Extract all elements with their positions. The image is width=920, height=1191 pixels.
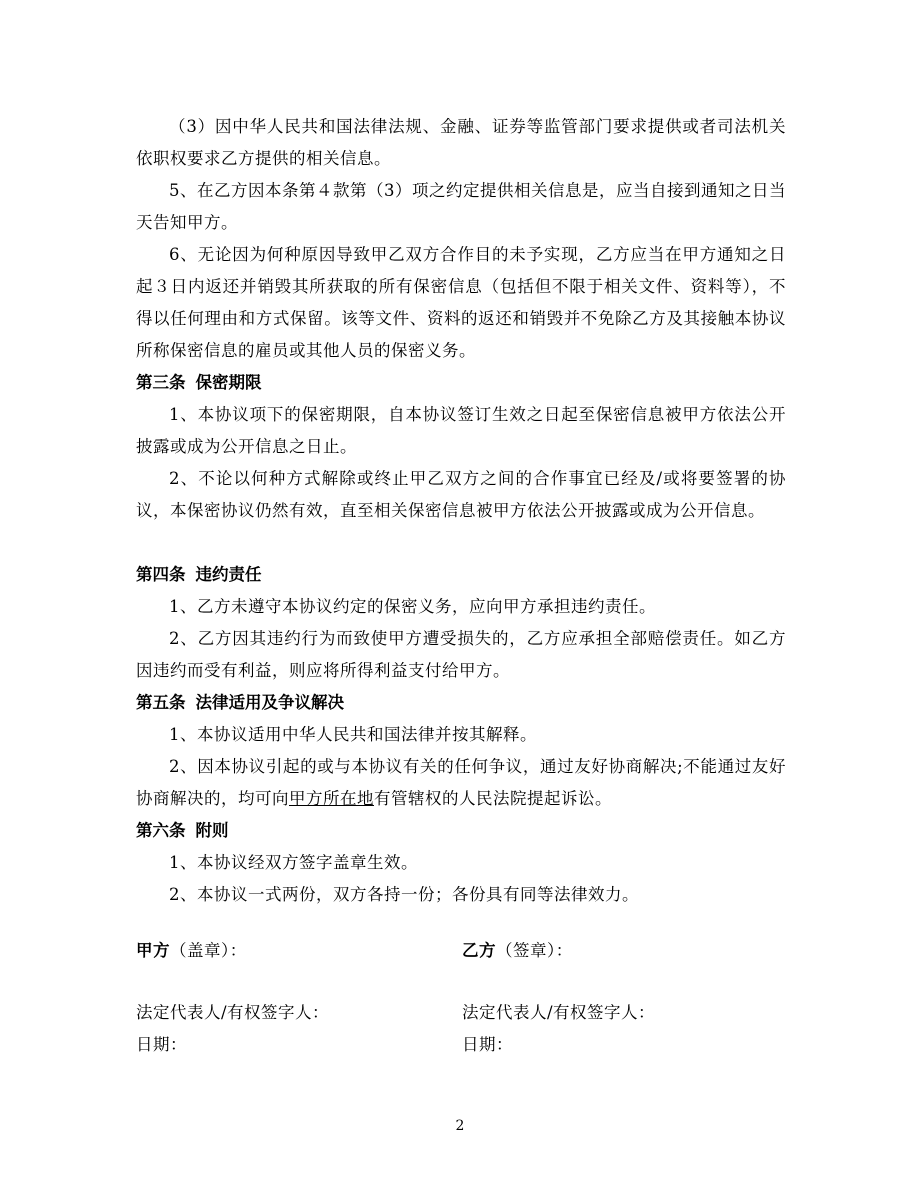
article-5-underlined-venue: 甲方所在地 xyxy=(289,789,374,808)
party-a-date-label: 日期： xyxy=(136,1035,187,1054)
party-b-representative-label: 法定代表人/有权签字人： xyxy=(462,1003,656,1022)
clause-5: 5、在乙方因本条第４款第（3）项之约定提供相关信息是，应当自接到通知之日当天告知甲方。 xyxy=(136,181,786,232)
article-4-item-1: 1、乙方未遵守本协议约定的保密义务，应向甲方承担违约责任。 xyxy=(169,597,656,616)
article-5-heading xyxy=(136,687,344,719)
article-6-number: 第六条 xyxy=(136,821,186,840)
article-5-item-1: 1、本协议适用中华人民共和国法律并按其解释。 xyxy=(169,725,537,744)
article-4-item-2: 2、乙方因其违约行为而致使甲方遭受损失的，乙方应承担全部赔偿责任。如乙方因违约而受有利益，则应将所得利益支付给甲方。 xyxy=(136,629,786,680)
article-5-item-2-text: 2、因本协议引起的或与本协议有关的任何争议，通过友好协商解决;不能通过友好协商解决的，均可向 xyxy=(136,757,786,808)
article-3-number: 第三条 xyxy=(136,373,186,392)
party-b-seal-line xyxy=(462,935,573,967)
article-4-heading xyxy=(136,559,262,591)
article-5-item-2 xyxy=(136,751,786,815)
article-6-title: 附则 xyxy=(195,821,229,840)
party-a-seal-line xyxy=(136,935,247,967)
article-3-item-2: 2、不论以何种方式解除或终止甲乙双方之间的合作事宜已经及/或将要签署的协议，本保密协议仍然有效，直至相关保密信息被甲方依法公开披露或成为公开信息。 xyxy=(136,469,786,520)
article-3-title: 保密期限 xyxy=(195,373,262,392)
article-5-number: 第五条 xyxy=(136,693,186,712)
article-6-heading xyxy=(136,815,229,847)
clause-4-item-3: （3）因中华人民共和国法律法规、金融、证券等监管部门要求提供或者司法机关依职权要求乙方提供的相关信息。 xyxy=(136,117,786,168)
party-b-date-label: 日期： xyxy=(462,1035,513,1054)
party-b-name: 乙方 xyxy=(462,941,496,960)
page-number: 2 xyxy=(455,1118,465,1134)
article-3-heading xyxy=(136,367,262,399)
clause-6: 6、无论因为何种原因导致甲乙双方合作目的未予实现，乙方应当在甲方通知之日起３日内返还并销毁其所获取的所有保密信息（包括但不限于相关文件、资料等），不得以任何理由和方式保留。该等文件、资料的返还和销毁并不免除乙方及其接触本协议所称保密信息的雇员或其他人员的保密义务。 xyxy=(136,245,786,360)
party-a-seal: （盖章）： xyxy=(170,941,247,960)
article-6-item-1: 1、本协议经双方签字盖章生效。 xyxy=(169,853,418,872)
party-b-seal: （签章）： xyxy=(496,941,573,960)
party-a-name: 甲方 xyxy=(136,941,170,960)
article-4-title: 违约责任 xyxy=(195,565,262,584)
article-3-item-1: 1、本协议项下的保密期限，自本协议签订生效之日起至保密信息被甲方依法公开披露或成为公开信息之日止。 xyxy=(136,405,786,456)
article-4-number: 第四条 xyxy=(136,565,186,584)
article-5-item-2-text-end: 有管辖权的人民法院提起诉讼。 xyxy=(374,789,612,808)
party-a-representative-label: 法定代表人/有权签字人： xyxy=(136,1003,330,1022)
article-6-item-2: 2、本协议一式两份，双方各持一份；各份具有同等法律效力。 xyxy=(169,885,639,904)
article-5-title: 法律适用及争议解决 xyxy=(195,693,344,712)
